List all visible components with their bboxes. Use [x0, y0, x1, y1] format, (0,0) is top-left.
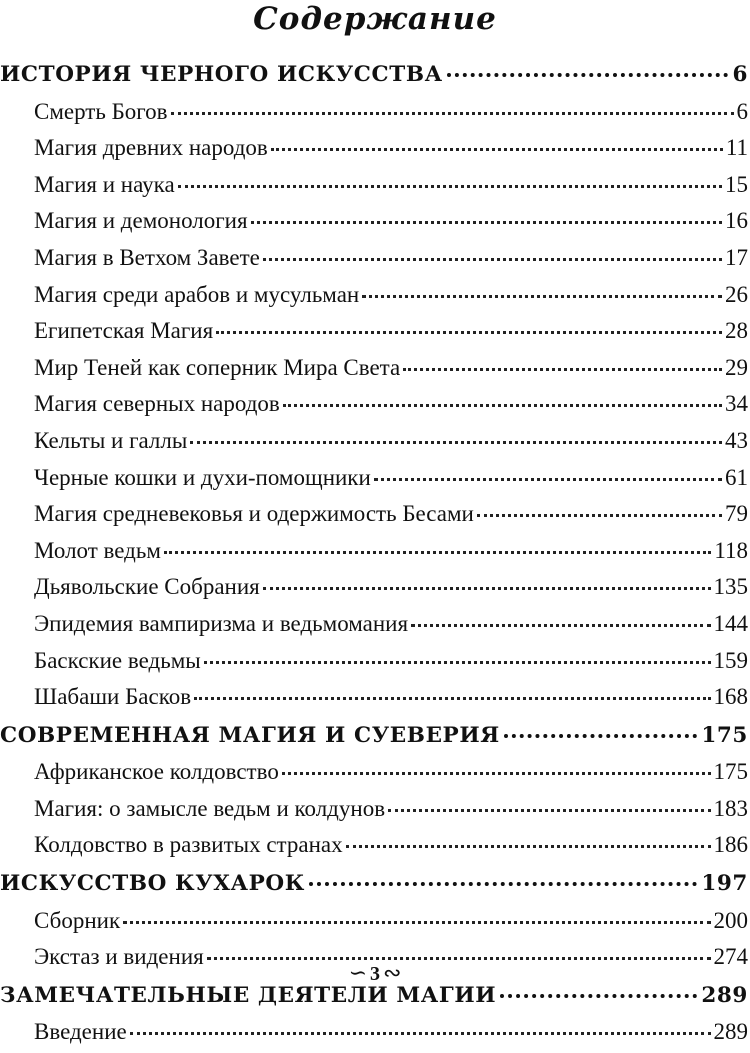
dot-leader	[447, 73, 729, 77]
toc-entry	[0, 350, 748, 387]
toc-entry	[0, 94, 748, 131]
toc-entry-label: Магия и наука	[34, 171, 175, 197]
toc-entry-label: Черные кошки и духи-помощники	[34, 464, 371, 490]
toc-entry-label: Мир Теней как соперник Мира Света	[34, 354, 401, 380]
toc-section	[0, 718, 748, 864]
dot-leader	[388, 809, 710, 812]
folio-page-number: 3	[370, 963, 380, 985]
dot-leader	[504, 734, 698, 738]
toc-entry-page-number: 26	[725, 281, 748, 307]
toc-entry-label: Молот ведьм	[34, 537, 161, 563]
toc-entry	[0, 827, 748, 864]
toc-entry	[0, 130, 748, 167]
toc-section-heading-label: СОВРЕМЕННАЯ МАГИЯ И СУЕВЕРИЯ	[0, 722, 500, 748]
toc-entry-label: Египетская Магия	[34, 318, 214, 344]
toc-section	[0, 57, 748, 716]
toc-entry-page-number: 34	[725, 391, 748, 417]
toc-entry-label: Магия в Ветхом Завете	[34, 244, 260, 270]
toc-entry-page-number: 79	[725, 501, 748, 527]
toc-entry	[0, 167, 748, 204]
dot-leader	[362, 295, 722, 298]
toc-entry	[0, 313, 748, 350]
toc-entry	[0, 643, 748, 680]
toc-entry-label: Магия средневековья и одержимость Бесами	[34, 501, 474, 527]
toc-entry	[0, 754, 748, 791]
toc-entry	[0, 903, 748, 940]
toc-section-heading	[0, 866, 748, 903]
toc-entry	[0, 679, 748, 716]
toc-entry	[0, 496, 748, 533]
toc-entry-page-number: 118	[714, 537, 748, 563]
dot-leader	[123, 921, 710, 924]
toc-entry-page-number: 11	[725, 135, 748, 161]
toc-entry-page-number: 28	[725, 318, 748, 344]
toc-section-heading-label: ИСТОРИЯ ЧЕРНОГО ИСКУССТВА	[0, 62, 443, 87]
toc-entry	[0, 203, 748, 240]
toc-entry-label: Магия древних народов	[34, 135, 268, 161]
toc-entry-label: Сборник	[34, 907, 121, 933]
toc-entry-label: Кельты и галлы	[34, 427, 188, 453]
toc-entry-page-number: 144	[713, 610, 748, 636]
dot-leader	[263, 258, 722, 261]
toc-entry-label: Магия среди арабов и мусульман	[34, 281, 360, 307]
toc-entry-page-number: 186	[713, 832, 748, 858]
toc-section-heading	[0, 718, 748, 755]
toc-entry-label: Африканское колдовство	[34, 759, 279, 785]
dot-leader	[374, 478, 722, 481]
toc-entry-label: Экстаз и видения	[34, 944, 204, 970]
toc-entry-page-number: 61	[725, 464, 748, 490]
toc-entry-page-number: 159	[713, 647, 748, 673]
page-title: Содержание	[253, 1, 497, 37]
toc-entry-label: Магия и демонология	[34, 208, 248, 234]
toc-entry	[0, 277, 748, 314]
toc-section-heading-page-number: 197	[701, 871, 748, 897]
toc-section-heading-page-number: 289	[701, 982, 748, 1008]
toc-entry-label: Магия: о замысле ведьм и колдунов	[34, 795, 386, 821]
dot-leader	[309, 882, 697, 886]
toc-entry-label: Эпидемия вампиризма и ведьмомания	[34, 610, 409, 636]
toc-entry	[0, 386, 748, 423]
toc-entry-label: Смерть Богов	[34, 98, 168, 124]
toc-section-heading-page-number: 6	[732, 62, 748, 87]
dot-leader	[251, 221, 722, 224]
toc-entry-label: Введение	[34, 1019, 127, 1045]
toc-entry-label: Магия северных народов	[34, 391, 280, 417]
dot-leader	[271, 148, 723, 151]
dot-leader	[164, 551, 711, 554]
toc-entry	[0, 791, 748, 828]
toc-entry	[0, 1014, 748, 1051]
toc-entry-page-number: 43	[725, 427, 748, 453]
dot-leader	[477, 514, 722, 517]
dot-leader	[283, 404, 722, 407]
dot-leader	[190, 441, 722, 444]
toc-entry-page-number: 29	[725, 354, 748, 380]
table-of-contents	[0, 57, 748, 1053]
dot-leader	[500, 994, 697, 998]
toc-entry-page-number: 16	[725, 208, 748, 234]
toc-section-heading-label: ЗАМЕЧАТЕЛЬНЫЕ ДЕЯТЕЛИ МАГИИ	[0, 982, 497, 1008]
toc-entry	[0, 606, 748, 643]
toc-entry-label: Баскские ведьмы	[34, 647, 201, 673]
dot-leader	[282, 772, 711, 775]
toc-entry-page-number: 274	[713, 944, 748, 970]
dot-leader	[194, 697, 710, 700]
toc-entry-label: Колдовство в развитых странах	[34, 832, 343, 858]
toc-entry-page-number: 6	[736, 98, 748, 124]
dot-leader	[403, 368, 722, 371]
toc-entry-page-number: 135	[713, 574, 748, 600]
dot-leader	[216, 331, 722, 334]
toc-section-heading-label: ИСКУССТВО КУХАРОК	[0, 871, 305, 897]
toc-entry-page-number: 183	[713, 795, 748, 821]
dot-leader	[178, 185, 722, 188]
toc-section-heading-page-number: 175	[701, 722, 748, 748]
toc-entry	[0, 533, 748, 570]
toc-entry	[0, 569, 748, 606]
dot-leader	[204, 661, 711, 664]
dot-leader	[346, 845, 711, 848]
toc-entry-page-number: 175	[713, 759, 748, 785]
dot-leader	[130, 1032, 711, 1035]
toc-entry-page-number: 200	[713, 907, 748, 933]
toc-entry	[0, 460, 748, 497]
folio-ornament-right: ∾	[383, 960, 402, 985]
dot-leader	[171, 112, 734, 115]
dot-leader	[411, 624, 710, 627]
toc-entry-page-number: 15	[725, 171, 748, 197]
folio-ornament-left: ∽	[348, 960, 367, 985]
toc-entry-page-number: 289	[713, 1019, 748, 1045]
toc-entry-label: Дьявольские Собрания	[34, 574, 260, 600]
toc-entry-page-number: 17	[725, 244, 748, 270]
toc-entry	[0, 423, 748, 460]
dot-leader	[263, 587, 711, 590]
toc-section-heading	[0, 57, 748, 94]
page-folio	[0, 958, 750, 989]
toc-entry	[0, 240, 748, 277]
toc-entry-page-number: 168	[713, 684, 748, 710]
toc-entry-label: Шабаши Басков	[34, 684, 192, 710]
